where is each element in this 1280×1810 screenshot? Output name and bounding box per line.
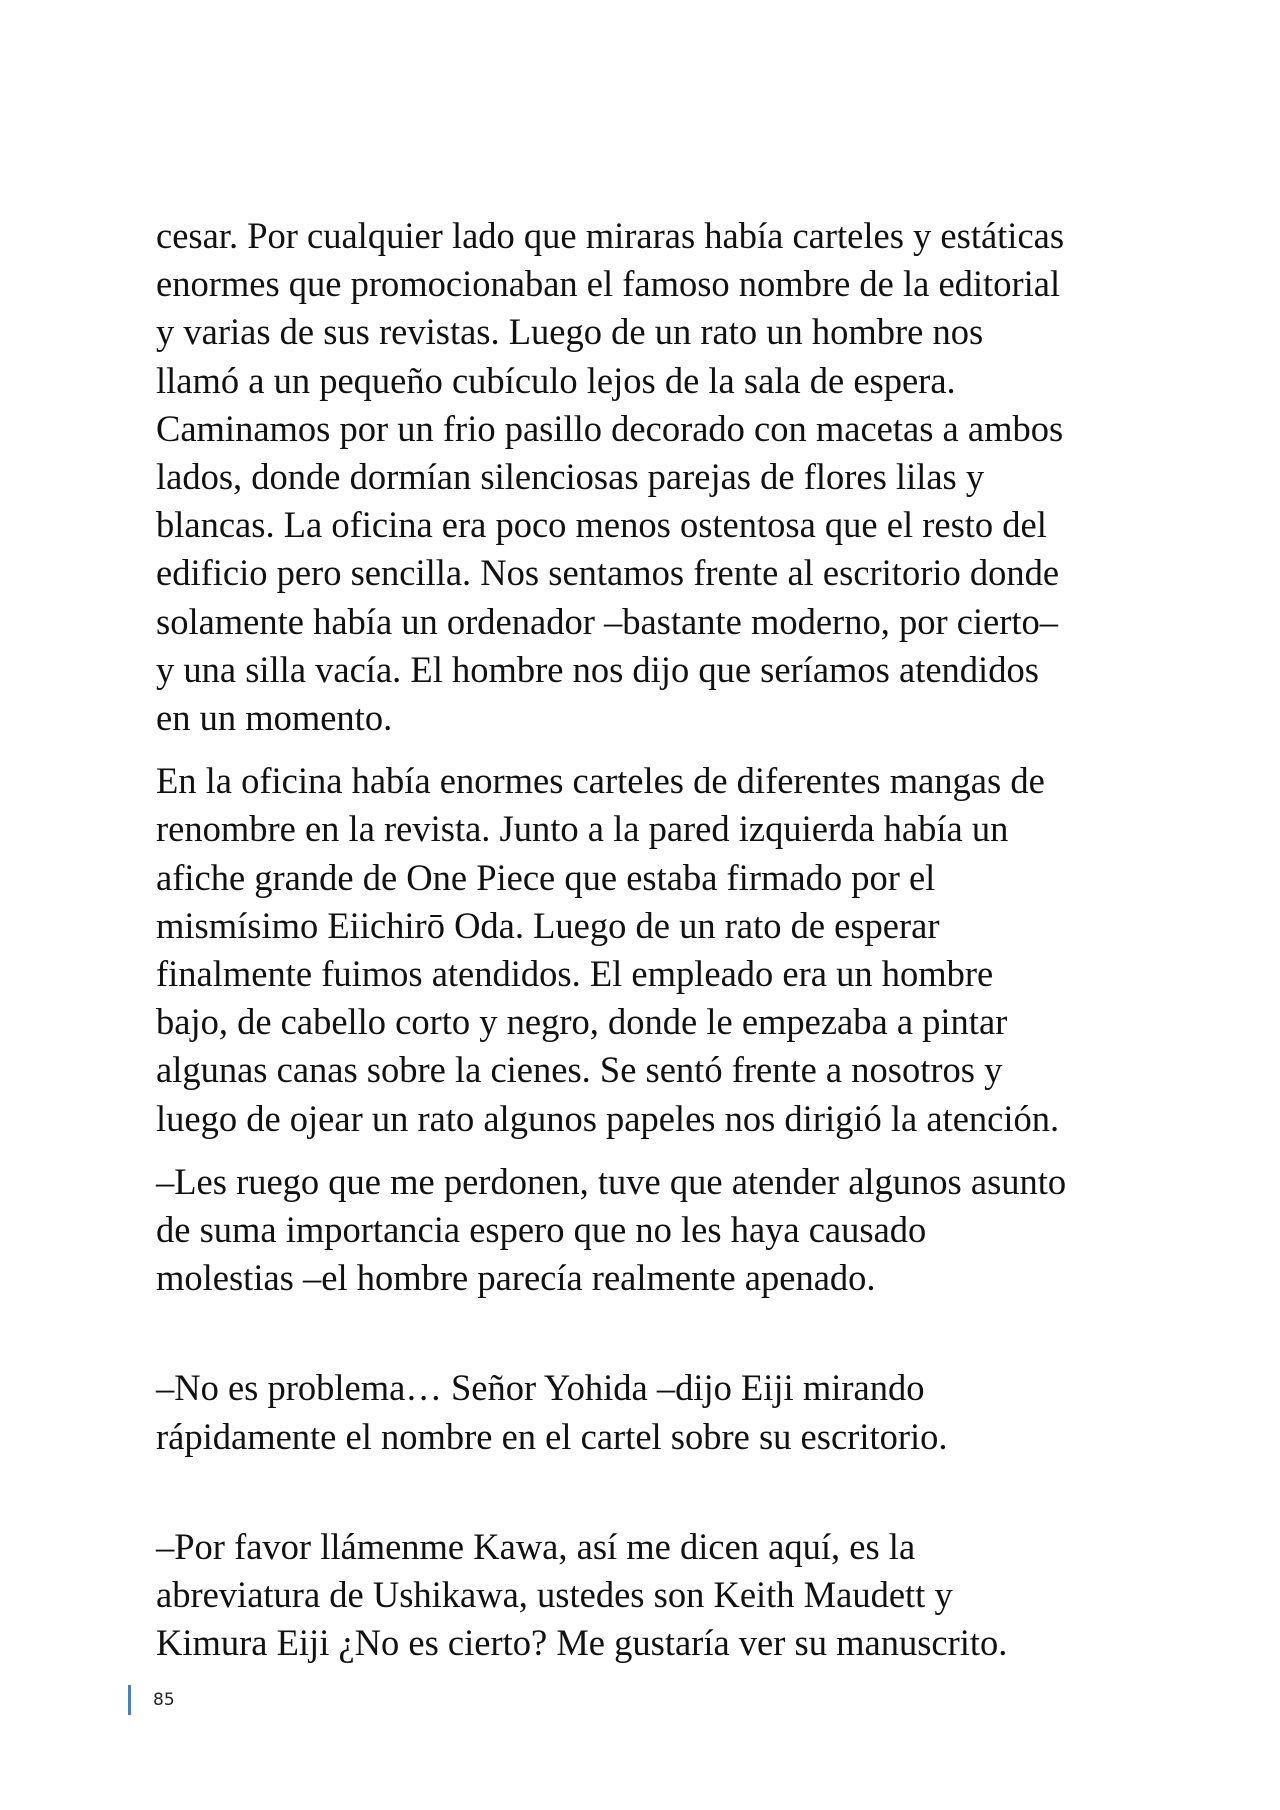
paragraph-3: –Les ruego que me perdonen, tuve que atender algunos asunto de suma importancia espero que no les haya causado molestias –el hombre parecía realmente apenado.: [156, 1160, 1067, 1299]
paragraph-1: cesar. Por cualquier lado que miraras había carteles y estáticas enormes que promocionaban el famoso nombre de la editorial y varias de sus revistas. Luego de un rato un hombre nos llamó a un pequeño cubículo lejos de la sala de espera. Caminamos por un frio pasillo decorado con macetas a ambos lados, donde dormían silenciosas parejas de flores lilas y blancas. La oficina era poco menos ostentosa que el resto del edificio pero sencilla. Nos sentamos frente al escritorio donde solamente había un ordenador –bastante moderno, por cierto– y una silla vacía. El hombre nos dijo que seríamos atendidos en un momento.: [156, 215, 1065, 739]
footer-accent-bar: [128, 1685, 131, 1715]
paragraph-2: En la oficina había enormes carteles de diferentes mangas de renombre en la revista. Junto a la pared izquierda había un afiche grande de One Piece que estaba firmado por el mismísimo Eiichirō Oda. Luego de un rato de esperar finalmente fuimos atendidos. El empleado era un hombre bajo, de cabello corto y negro, donde le empezaba a pintar algunas canas sobre la cienes. Se sentó frente a nosotros y luego de ojear un rato algunos papeles nos dirigió la atención.: [156, 760, 1060, 1139]
page-number: 85: [153, 1690, 175, 1710]
paragraph-4: –No es problema… Señor Yohida –dijo Eiji mirando rápidamente el nombre en el cartel sobre su escritorio.: [156, 1367, 948, 1457]
page-footer: [128, 1685, 175, 1715]
body-text: [156, 212, 1156, 1667]
paragraph-5: –Por favor llámenme Kawa, así me dicen aquí, es la abreviatura de Ushikawa, ustedes son Keith Maudett y Kimura Eiji ¿No es cierto? Me gustaría ver su manuscrito.: [156, 1525, 1008, 1664]
